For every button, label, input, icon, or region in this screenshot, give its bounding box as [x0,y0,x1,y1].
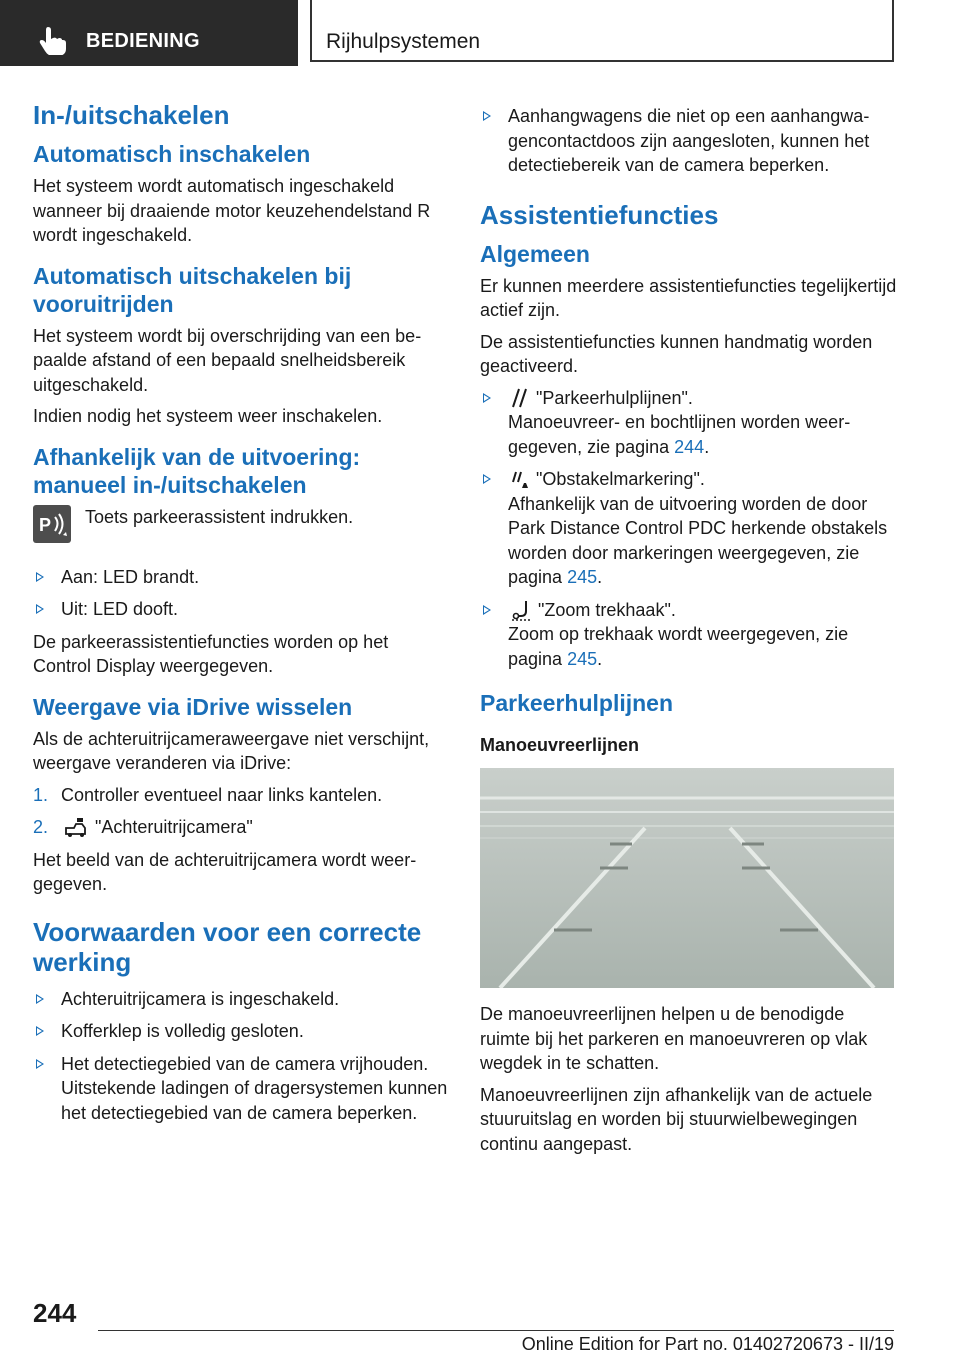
heading-parkeerhulplijnen: Parkeerhulplijnen [480,690,674,716]
chapter-title: Rijhulpsystemen [326,30,481,53]
footer-divider [98,1330,894,1331]
left-column [33,96,451,1133]
paragraph: Manoeuvreerlijnen zijn afhankelijk van de actuele stuuruitslag en worden bij stuurwielbewegingen continu aangepast. [480,1084,873,1154]
bullet-triangle-icon [483,111,491,121]
paragraph: Het systeem wordt bij overschrijding van een bepaalde afstand of een bepaald snelheidsbereik uitgeschakeld. [33,325,422,395]
bullet-triangle-icon [36,604,44,614]
right-column [480,104,898,1163]
list-item: "Obstakelmarkering". Afhankelijk van de uitvoering worden de door Park Distance Control PDC herkende obstakels worden door markeringen weergegeven, zie pagina 245. [480,467,898,590]
svg-text:P: P [39,514,52,535]
section-tab [0,0,298,66]
section-title: BEDIENING [86,30,200,52]
list-item: Uit: LED dooft. [33,597,451,622]
steps-list [33,783,451,840]
parking-button-row [33,505,451,555]
edition-text: Online Edition for Part no. 01402720673 - II/19 [521,1334,894,1354]
page-number: 244 [33,1298,77,1328]
list-item: Achteruitrijcamera is ingeschakeld. [33,987,451,1012]
heading-automatisch-inschakelen: Automatisch inschakelen [33,141,311,167]
bullet-triangle-icon [36,1026,44,1036]
heading-manueel-schakelen: Afhankelijk van de uitvoering: manueel in-/uitschakelen [33,443,361,498]
page-link[interactable]: 244 [674,436,705,457]
heading-manoeuvreerlijnen: Manoeuvreerlijnen [480,735,640,755]
list-item: 1. Controller eventueel naar links kantelen. [33,784,383,805]
chapter-tab [310,0,894,62]
functions-list [480,386,898,672]
trailer-list [480,104,898,178]
heading-algemeen: Algemeen [480,240,590,267]
bullet-triangle-icon [483,474,491,484]
paragraph: De parkeerassistentiefuncties worden op het Control Display weergegeven. [33,631,389,676]
tow-hitch-zoom-icon [510,599,532,621]
parking-lines-icon [510,387,530,409]
paragraph: Indien nodig het systeem weer inschakelen. [33,406,383,426]
paragraph: De manoeuvreerlijnen helpen u de benodigde ruimte bij het parkeren en manoeuvreren op vlak wegdek in te schatten. [480,1004,868,1073]
heading-automatisch-uitschakelen: Automatisch uitschakelen bij vooruitrijden [33,262,352,317]
paragraph: De assistentiefuncties kunnen handmatig worden geactiveerd. [480,331,873,376]
list-item: "Parkeerhulplijnen". Manoeuvreer- en bochtlijnen worden weergegeven, zie pagina 244. [480,386,898,460]
led-list [33,565,451,622]
heading-in-uitschakelen: In-/uitschakelen [33,100,230,130]
page-link[interactable]: 245 [567,648,598,669]
bullet-triangle-icon [36,1059,44,1069]
obstacle-marking-icon [510,468,530,490]
conditions-list [33,987,451,1126]
list-item: Aanhangwagens die niet op een aanhangwagencontactdoos zijn aangesloten, kunnen het detectiebereik van de camera beperken. [480,104,898,178]
bullet-triangle-icon [36,994,44,1004]
bullet-triangle-icon [483,605,491,615]
paragraph: Als de achteruitrijcameraweergave niet verschijnt, weergave veranderen via iDrive: [33,728,430,773]
hand-pointer-icon [38,25,66,55]
heading-weergave-wisselen: Weergave via iDrive wisselen [33,693,353,720]
rear-camera-icon [63,816,89,838]
paragraph: Het beeld van de achteruitrijcamera wordt weergegeven. [33,849,417,894]
parking-assistant-button-icon [33,505,71,543]
bullet-triangle-icon [36,572,44,582]
heading-assistentiefuncties: Assistentiefuncties [480,199,719,230]
list-item: Aan: LED brandt. [33,565,451,590]
list-item: Het detectiegebied van de camera vrijhouden. Uitstekende ladingen of dragersystemen kunnen het detectiegebied van de camera beperken. [33,1052,451,1126]
paragraph: Er kunnen meerdere assistentiefuncties tegelijkertijd actief zijn. [480,275,897,320]
paragraph: Het systeem wordt automatisch ingeschakeld wanneer bij draaiende motor keuzehendelstand R wordt ingeschakeld. [33,176,431,245]
list-item: Kofferklep is volledig gesloten. [33,1019,451,1044]
paragraph: Toets parkeerassistent indrukken. [85,506,354,527]
list-item: 2. "Achteruitrijcamera" [33,817,253,837]
bullet-triangle-icon [483,393,491,403]
heading-voorwaarden: Voorwaarden voor een correcte werking [33,916,422,977]
page-link[interactable]: 245 [567,567,598,587]
manoeuvre-lines-image [480,768,894,988]
list-item: "Zoom trekhaak". Zoom op trekhaak wordt weergegeven, zie pagina 245. [480,598,898,672]
